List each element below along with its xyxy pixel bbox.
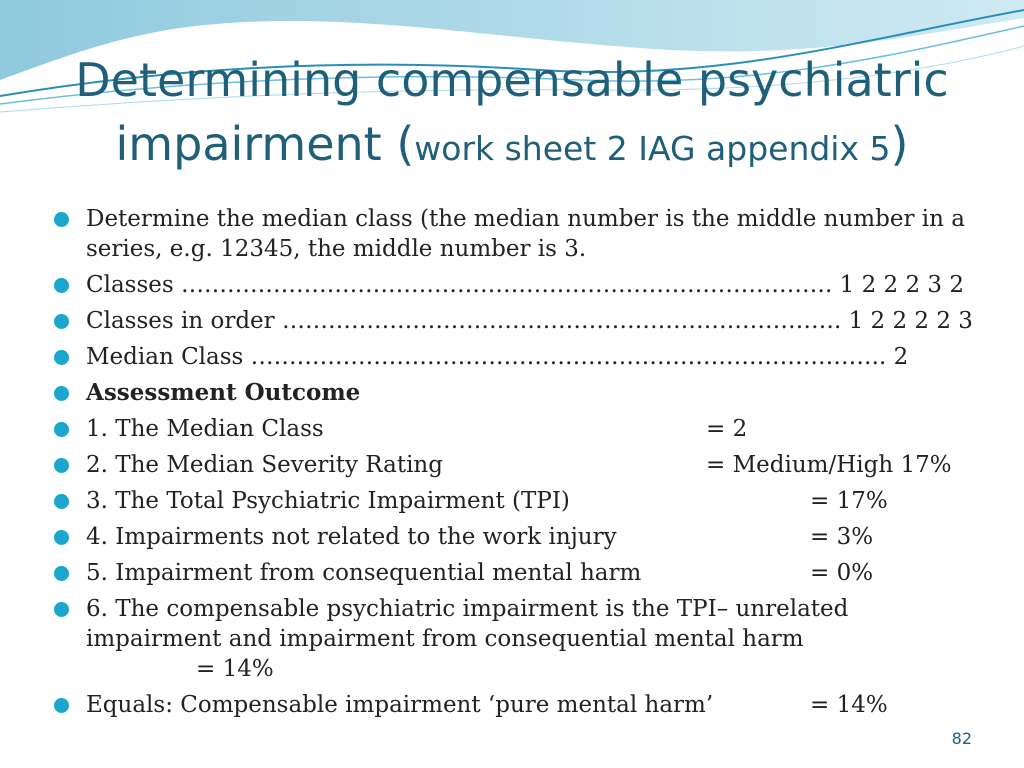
title-line-2 <box>0 112 1024 181</box>
bullet-item <box>50 450 980 480</box>
slide-title <box>0 48 1024 181</box>
bullet-item <box>50 594 980 684</box>
bullet-item <box>50 204 980 264</box>
bullet-item <box>50 270 980 300</box>
title-line-1: Determining compensable psychiatric <box>75 53 949 107</box>
bullet-item <box>50 306 980 336</box>
outcome-value: = 0% <box>810 560 874 586</box>
bullet-item <box>50 378 980 408</box>
bullet-text: Classes in order ………………………………………………………………. 1 2 2 2 2 3 <box>86 308 973 334</box>
outcome-value: = 2 <box>706 416 748 442</box>
title-line-2-small: work sheet 2 IAG appendix 5 <box>414 129 891 168</box>
outcome-label: 4. Impairments not related to the work injury <box>86 524 617 550</box>
bullet-item <box>50 522 980 552</box>
bullet-item <box>50 558 980 588</box>
bullet-item <box>50 414 980 444</box>
outcome-label: 3. The Total Psychiatric Impairment (TPI) <box>86 488 570 514</box>
outcome-text: 6. The compensable psychiatric impairment is the TPI– unrelated impairment and impairment from consequential mental harm <box>86 596 849 652</box>
outcome-value: = 14% <box>196 656 274 682</box>
outcome-value: = Medium/High 17% <box>706 452 952 478</box>
outcome-label: 1. The Median Class <box>86 416 324 442</box>
bullet-list <box>50 204 980 726</box>
bullet-item <box>50 342 980 372</box>
outcome-value: = 14% <box>810 692 888 718</box>
outcome-label: 2. The Median Severity Rating <box>86 452 443 478</box>
bullet-item <box>50 690 980 720</box>
outcome-value: = 3% <box>810 524 874 550</box>
outcome-value: = 17% <box>810 488 888 514</box>
page-number: 82 <box>951 729 972 748</box>
outcome-label: Equals: Compensable impairment ‘pure mental harm’ <box>86 692 714 718</box>
bullet-item <box>50 486 980 516</box>
bullet-text: Median Class ……………………………………………………………………….. 2 <box>86 344 909 370</box>
bullet-heading: Assessment Outcome <box>86 379 361 406</box>
bullet-text: Classes …………………………………………………………………………. 1 2 2 2 3 2 <box>86 272 964 298</box>
title-close-paren: ) <box>890 117 909 171</box>
outcome-label: 5. Impairment from consequential mental harm <box>86 560 642 586</box>
bullet-text: Determine the median class (the median number is the middle number in a series, e.g. 12345, the middle number is 3. <box>86 206 965 262</box>
title-line-2-main: impairment ( <box>115 117 415 171</box>
